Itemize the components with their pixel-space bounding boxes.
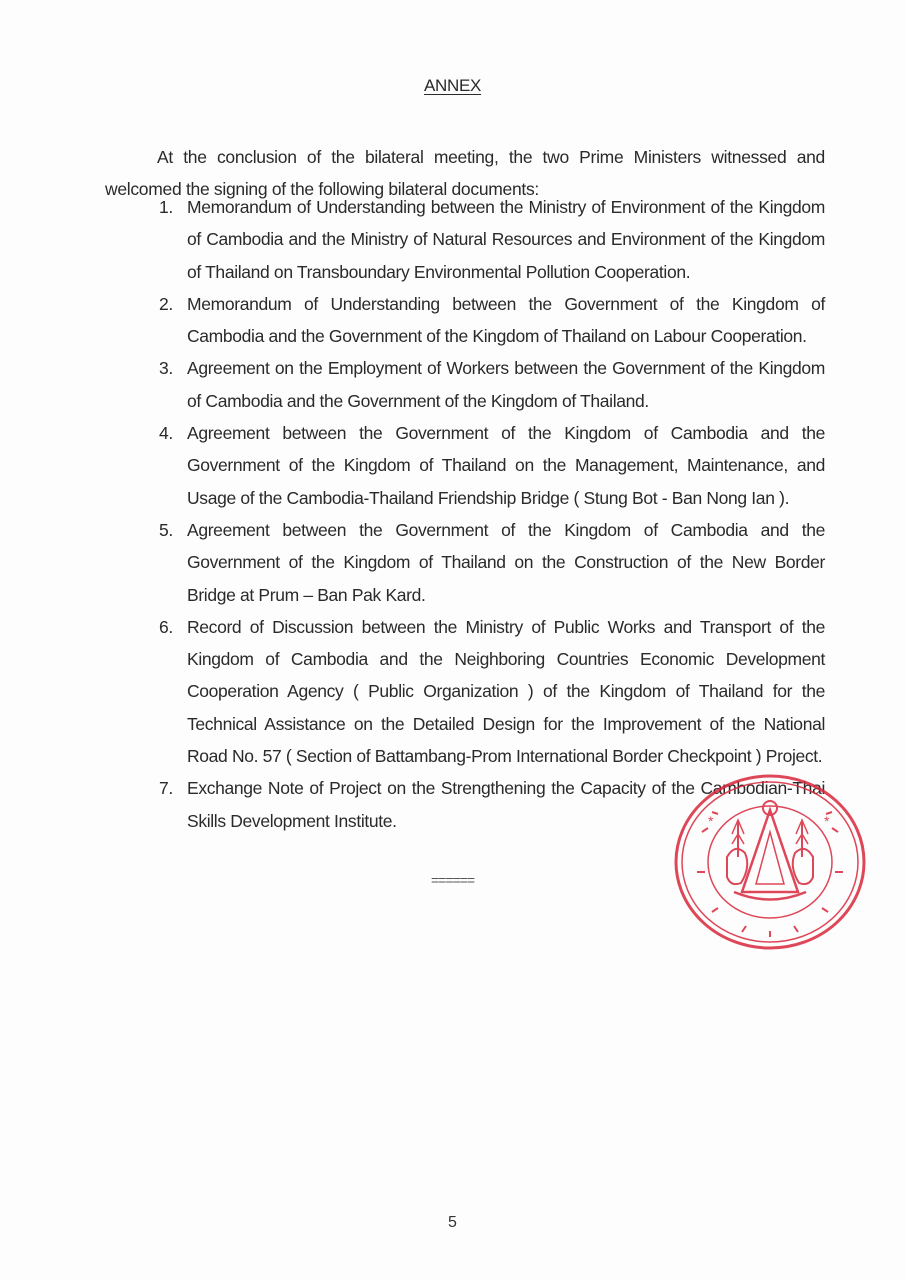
item-text: Agreement between the Government of the Kingdom of Cambodia and the Government of the Kingdom of Thailand on the Construction of the New Border Bridge at Prum – Ban Pak Kard. bbox=[187, 519, 825, 605]
item-number: 3. bbox=[159, 358, 173, 379]
item-number: 1. bbox=[159, 197, 173, 217]
documents-list bbox=[155, 191, 825, 837]
item-text: Agreement between the Government of the Kingdom of Cambodia and the Government of the Kingdom of Thailand on the Management, Maintenance, and Usage of the Cambodia-Thailand Friendship Bridge ( Stung Bot - Ban Nong Ian ). bbox=[187, 423, 825, 508]
item-text: Record of Discussion between the Ministry of Public Works and Transport of the Kingdom of Cambodia and the Neighboring Countries Economic Development Cooperation Agency ( Public Organization ) of the Kingdom of Thailand for the Technical Assistance on the Detailed Design for the Improvement of the National Road No. 57 ( Section of Battambang-Prom International Border Checkpoint ) Project. bbox=[187, 616, 825, 767]
list-item bbox=[155, 417, 825, 514]
item-text: Exchange Note of Project on the Strengthening the Capacity of the Cambodian-Thai Skills Development Institute. bbox=[187, 778, 825, 831]
list-item bbox=[155, 191, 825, 288]
list-item bbox=[155, 288, 825, 353]
list-item bbox=[155, 514, 825, 611]
separator: ====== bbox=[430, 872, 475, 888]
item-number: 2. bbox=[159, 293, 173, 314]
annex-title bbox=[0, 76, 905, 96]
item-number: 7. bbox=[159, 778, 173, 799]
list-item bbox=[155, 352, 825, 417]
list-item bbox=[155, 611, 825, 772]
item-text: Agreement on the Employment of Workers between the Government of the Kingdom of Cambodia and the Government of the Kingdom of Thailand. bbox=[187, 358, 825, 411]
item-text: Memorandum of Understanding between the Ministry of Environment of the Kingdom of Cambodia and the Ministry of Natural Resources and Environment of the Kingdom of Thailand on Transboundary Environmental Pollution Cooperation. bbox=[187, 197, 825, 282]
item-number: 5. bbox=[159, 519, 173, 540]
page-number: 5 bbox=[448, 1214, 457, 1231]
item-text: Memorandum of Understanding between the Government of the Kingdom of Cambodia and the Government of the Kingdom of Thailand on Labour Cooperation. bbox=[187, 293, 825, 347]
official-seal-icon bbox=[672, 772, 868, 952]
svg-text:*: * bbox=[824, 813, 830, 829]
intro-paragraph: At the conclusion of the bilateral meeting, the two Prime Ministers witnessed and welcomed the signing of the following bilateral documents: bbox=[105, 146, 825, 199]
item-number: 4. bbox=[159, 423, 173, 444]
svg-text:*: * bbox=[708, 813, 714, 829]
annex-title-text: ANNEX bbox=[423, 76, 482, 95]
item-number: 6. bbox=[159, 616, 173, 637]
